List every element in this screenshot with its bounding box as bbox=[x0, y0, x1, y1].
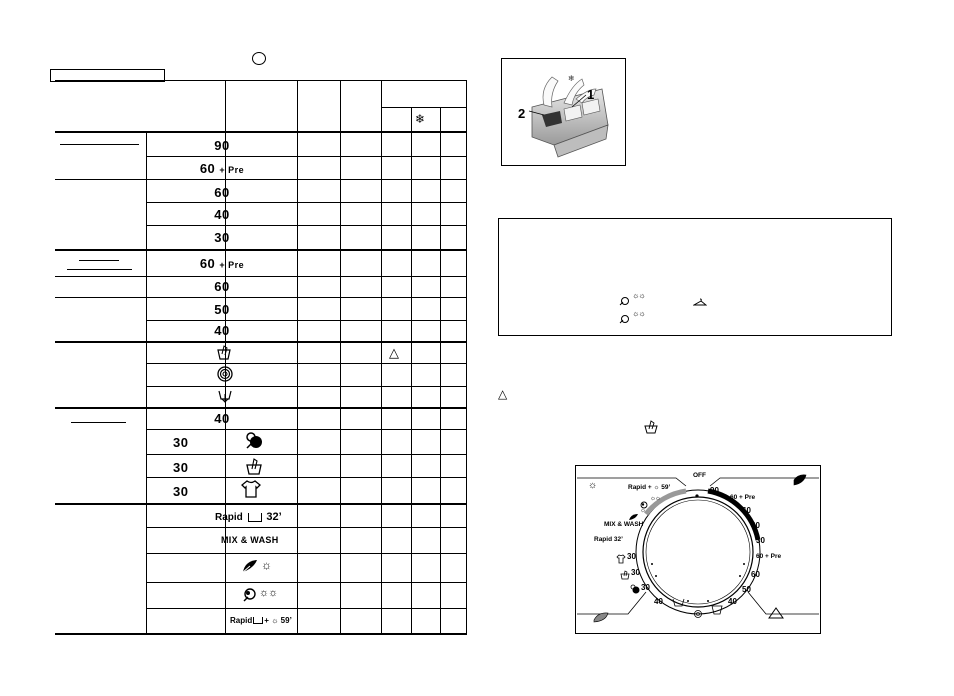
svg-text:☼: ☼ bbox=[588, 480, 598, 491]
row-line bbox=[146, 608, 467, 609]
circle-symbol bbox=[252, 52, 266, 65]
snowflake-icon: ❄ bbox=[415, 112, 426, 126]
feather-icon bbox=[241, 558, 259, 574]
dial-off-label: OFF bbox=[693, 472, 706, 479]
row-line bbox=[146, 386, 467, 387]
feather-icon bbox=[628, 508, 639, 516]
temp-cell: 30 bbox=[173, 484, 189, 499]
dial-label-60: 60 bbox=[742, 506, 751, 515]
col-divider bbox=[411, 107, 412, 635]
drain-icon bbox=[218, 389, 232, 403]
dial-label-mix-wash: MIX & WASH bbox=[604, 521, 644, 528]
dial-label-60-pre-2: 60 + Pre bbox=[756, 553, 782, 560]
col-divider bbox=[440, 107, 441, 635]
temp-cell: 60 + Pre bbox=[199, 161, 245, 176]
drawer-illustration bbox=[502, 59, 625, 165]
row-line bbox=[146, 363, 467, 364]
group-label-underline bbox=[79, 260, 119, 261]
group-label-underline bbox=[67, 269, 132, 270]
dial-label-rapid-32: Rapid 32’ bbox=[594, 536, 623, 543]
dial-label-50: 50 bbox=[742, 585, 751, 594]
dial-label-40-left: 40 bbox=[654, 597, 663, 606]
warning-triangle-icon: △ bbox=[389, 345, 399, 360]
col-divider bbox=[466, 80, 467, 635]
dial-label-60-2: 60 bbox=[751, 570, 760, 579]
row-line bbox=[146, 527, 467, 528]
cotton-icon bbox=[242, 588, 258, 602]
tub-icon bbox=[253, 617, 263, 624]
temp-cell: 40 bbox=[214, 323, 230, 338]
temp-cell: 60 bbox=[214, 185, 230, 200]
figure-label-2: 2 bbox=[518, 106, 526, 121]
shirt-icon bbox=[616, 551, 626, 561]
spin-icon bbox=[217, 366, 233, 382]
group-label-underline bbox=[60, 144, 139, 145]
tub-icon bbox=[248, 513, 262, 522]
wool-yarn-icon bbox=[245, 432, 263, 450]
wool-yarn-icon bbox=[630, 581, 640, 591]
col-divider bbox=[340, 80, 341, 635]
cotton-icon bbox=[639, 496, 649, 504]
col-divider bbox=[297, 80, 298, 635]
double-sun-icon: ☼☼ bbox=[259, 587, 278, 599]
rapid-32-label: Rapid 32’ bbox=[215, 511, 282, 523]
programme-table bbox=[55, 80, 467, 635]
row-line bbox=[55, 249, 467, 251]
detergent-drawer-figure bbox=[501, 58, 626, 166]
group-label-underline bbox=[71, 422, 126, 423]
hand-wash-icon bbox=[620, 567, 630, 577]
figure-label-1: 1 bbox=[587, 87, 595, 102]
double-sun-icon: ☼☼ bbox=[632, 291, 645, 300]
hand-wash-icon bbox=[644, 420, 658, 434]
temp-cell: 50 bbox=[214, 302, 230, 317]
shirt-icon bbox=[241, 480, 261, 498]
row-line bbox=[146, 582, 467, 583]
row-line bbox=[55, 341, 467, 343]
row-line bbox=[146, 477, 467, 478]
dial-label-40-2: 40 bbox=[728, 597, 737, 606]
row-line bbox=[55, 131, 467, 133]
dial-label-rapid-59: Rapid + ☼ 59’ bbox=[628, 484, 671, 491]
row-line bbox=[55, 179, 467, 180]
row-line bbox=[146, 156, 467, 157]
note-box bbox=[498, 218, 892, 336]
sun-icon: ☼ bbox=[261, 558, 272, 572]
hanger-icon bbox=[693, 293, 707, 301]
row-line bbox=[146, 429, 467, 430]
row-line bbox=[146, 202, 467, 203]
temp-cell: 90 bbox=[214, 138, 230, 153]
dial-label-30-hand: 30 bbox=[631, 568, 640, 577]
sub-header-line bbox=[381, 107, 467, 108]
cotton-icon bbox=[619, 293, 631, 303]
row-line bbox=[55, 276, 467, 277]
row-line bbox=[146, 320, 467, 321]
row-line bbox=[55, 407, 467, 409]
dial-label-30: 30 bbox=[756, 536, 765, 545]
programme-dial-panel bbox=[575, 465, 821, 634]
warning-triangle-icon: △ bbox=[498, 387, 508, 401]
dial-label-60-pre: 60 + Pre bbox=[730, 494, 756, 501]
row-line bbox=[146, 553, 467, 554]
svg-text:❄: ❄ bbox=[568, 74, 575, 83]
dial-label-40: 40 bbox=[751, 521, 760, 530]
hand-wash-icon bbox=[216, 344, 232, 360]
dial-label-30-shirt: 30 bbox=[627, 552, 636, 561]
mix-wash-label: MIX & WASH bbox=[221, 535, 279, 545]
cotton-icon bbox=[619, 311, 631, 321]
row-line bbox=[146, 225, 467, 226]
col-divider bbox=[381, 80, 382, 635]
table-bottom-border bbox=[55, 633, 467, 635]
temp-cell: 30 bbox=[173, 460, 189, 475]
temp-cell: 60 + Pre bbox=[199, 256, 245, 271]
temp-cell: 40 bbox=[214, 207, 230, 222]
dial-label-30-wool: 30 bbox=[641, 583, 650, 592]
temp-cell: 30 bbox=[214, 230, 230, 245]
row-line bbox=[146, 454, 467, 455]
dial-graphic bbox=[576, 466, 820, 633]
temp-cell: 30 bbox=[173, 435, 189, 450]
row-line bbox=[55, 503, 467, 505]
dial-label-double-sun: ☼☼ bbox=[650, 495, 660, 502]
rapid-59-label: Rapid + ☼ 59’ bbox=[230, 616, 292, 625]
dial-label-90: 90 bbox=[710, 486, 719, 495]
table-top-border bbox=[55, 80, 467, 81]
temp-cell: 40 bbox=[214, 411, 230, 426]
double-sun-icon: ☼☼ bbox=[632, 309, 645, 318]
temp-cell: 60 bbox=[214, 279, 230, 294]
row-line bbox=[55, 297, 467, 298]
dial-label-sun: ☼ bbox=[640, 507, 646, 514]
hand-wash-icon bbox=[245, 457, 263, 475]
